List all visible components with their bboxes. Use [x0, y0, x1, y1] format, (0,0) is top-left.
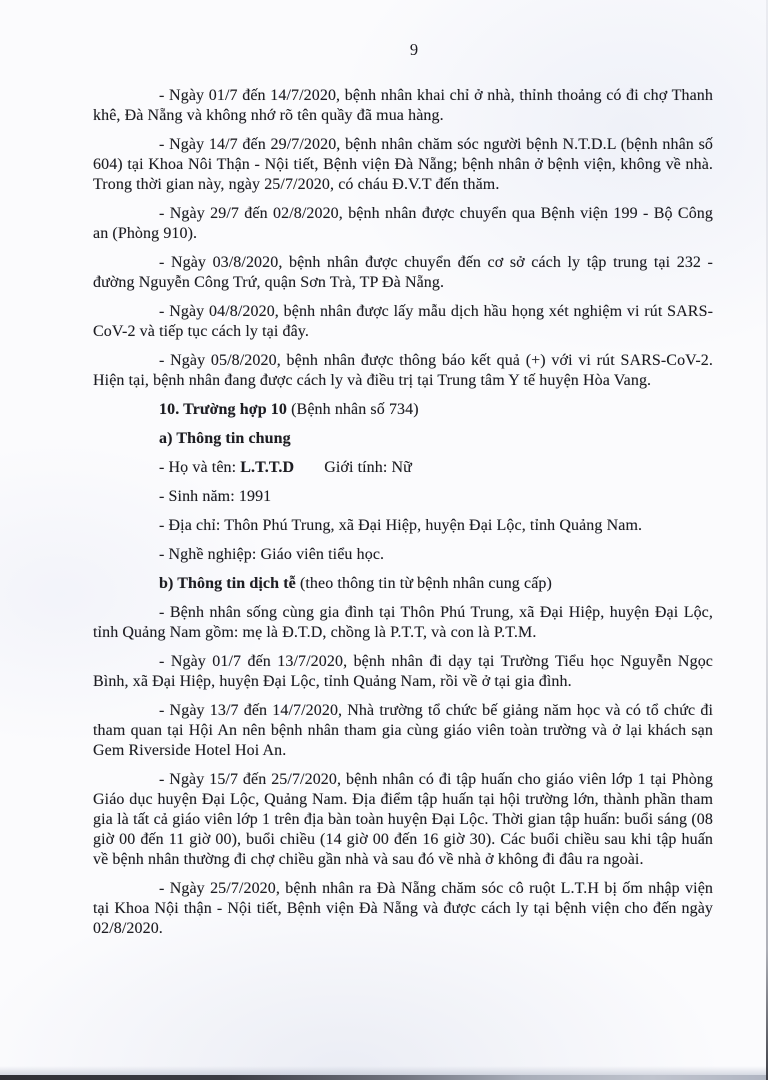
para-ngay-01-7-den-14-7	[93, 86, 713, 126]
heading-section-b	[93, 574, 713, 594]
para-ngay-01-7-den-13-7	[93, 652, 713, 692]
text-run: (Bệnh nhân số 734)	[287, 401, 419, 418]
bold-text-run: L.T.T.D	[240, 459, 295, 476]
text-run: - Ngày 14/7 đến 29/7/2020, bệnh nhân chăm sóc người bệnh N.T.D.L (bệnh nhân số 604) tại Khoa Nôi Thận - Nội tiết, Bệnh viện Đà Nẵng; bệnh nhân ở bệnh viện, không về nhà. Trong thời gian này, ngày 25/7/2020, có cháu Đ.V.T đến thăm.	[93, 136, 713, 193]
text-run: - Họ và tên:	[159, 459, 241, 476]
para-ngay-13-7-den-14-7	[93, 701, 713, 761]
text-run: - Sinh năm: 1991	[159, 488, 272, 505]
page-number: 9	[409, 40, 419, 59]
bold-text-run: a) Thông tin chung	[159, 430, 291, 447]
para-ngay-04-8	[93, 302, 713, 342]
line-sinh-nam	[93, 487, 713, 507]
bold-text-run: 10. Trường hợp 10	[159, 401, 288, 418]
text-run: Giới tính: Nữ	[324, 459, 412, 476]
para-gia-dinh	[93, 603, 713, 643]
scan-edge-bottom	[0, 1075, 768, 1080]
text-run: - Ngày 01/7 đến 13/7/2020, bệnh nhân đi dạy tại Trường Tiểu học Nguyễn Ngọc Bình, xã Đại Hiệp, huyện Đại Lộc, tỉnh Quảng Nam, rồi về ở tại gia đình.	[93, 653, 713, 690]
line-nghe-nghiep	[93, 545, 713, 565]
text-run: - Ngày 13/7 đến 14/7/2020, Nhà trường tổ chức bế giảng năm học và có tổ chức đi tham quan tại Hội An nên bệnh nhân tham gia cùng giáo viên toàn trường và ở lại khách sạn Gem Riverside Hotel Hoi An.	[93, 702, 713, 759]
text-run: - Ngày 15/7 đến 25/7/2020, bệnh nhân có đi tập huấn cho giáo viên lớp 1 tại Phòng Giáo dục huyện Đại Lộc, Quảng Nam. Địa điểm tập huấn tại hội trường lớn, thành phần tham gia là tất cả giáo viên lớp 1 trên địa bàn toàn huyện Đại Lộc. Thời gian tập huấn: buổi sáng (08 giờ 00 đến 11 giờ 00), buổi chiều (14 giờ 00 đến 16 giờ 30). Các buổi chiều sau khi tập huấn về bệnh nhân thường đi chợ chiều gần nhà và sau đó về nhà ở không đi đâu ra ngoài.	[93, 771, 713, 868]
bold-text-run: b) Thông tin dịch tễ	[159, 575, 296, 592]
text-run: - Ngày 25/7/2020, bệnh nhân ra Đà Nẵng chăm sóc cô ruột L.T.H bị ốm nhập viện tại Khoa Nội thận - Nội tiết, Bệnh viện Đà Nẵng và được cách ly tại bệnh viện cho đến ngày 02/8/2020.	[93, 880, 713, 937]
text-run: - Ngày 03/8/2020, bệnh nhân được chuyển đến cơ sở cách ly tập trung tại 232 - đường Nguyễn Công Trứ, quận Sơn Trà, TP Đà Nẵng.	[93, 254, 713, 291]
text-run: - Ngày 29/7 đến 02/8/2020, bệnh nhân được chuyển qua Bệnh viện 199 - Bộ Công an (Phòng 910).	[93, 205, 713, 242]
para-ngay-15-7-den-25-7	[93, 770, 713, 870]
text-run: - Ngày 05/8/2020, bệnh nhân được thông báo kết quả (+) với vi rút SARS-CoV-2. Hiện tại, bệnh nhân đang được cách ly và điều trị tại Trung tâm Y tế huyện Hòa Vang.	[93, 352, 713, 389]
scan-shadow-bottom	[0, 1066, 768, 1075]
document-body	[93, 86, 713, 948]
text-run: - Nghề nghiệp: Giáo viên tiểu học.	[159, 546, 385, 563]
para-ngay-03-8	[93, 253, 713, 293]
para-ngay-25-7	[93, 879, 713, 939]
text-run: - Bệnh nhân sống cùng gia đình tại Thôn Phú Trung, xã Đại Hiệp, huyện Đại Lộc, tỉnh Quảng Nam gồm: mẹ là Đ.T.D, chồng là P.T.T, và con là P.T.M.	[93, 604, 713, 641]
text-run: - Ngày 04/8/2020, bệnh nhân được lấy mẫu dịch hầu họng xét nghiệm vi rút SARS-CoV-2 và tiếp tục cách ly tại đây.	[93, 303, 713, 340]
para-ngay-29-7-den-02-8	[93, 204, 713, 244]
line-dia-chi	[93, 516, 713, 536]
text-run: - Ngày 01/7 đến 14/7/2020, bệnh nhân khai chỉ ở nhà, thỉnh thoảng có đi chợ Thanh khê, Đà Nẵng và không nhớ rõ tên quầy đã mua hàng.	[93, 87, 713, 124]
line-ho-va-ten	[93, 458, 713, 478]
heading-case-10	[93, 400, 713, 420]
para-ngay-05-8	[93, 351, 713, 391]
text-run: (theo thông tin từ bệnh nhân cung cấp)	[295, 575, 552, 592]
para-ngay-14-7-den-29-7	[93, 135, 713, 195]
text-run: - Địa chỉ: Thôn Phú Trung, xã Đại Hiệp, huyện Đại Lộc, tỉnh Quảng Nam.	[159, 517, 643, 534]
heading-section-a	[93, 429, 713, 449]
